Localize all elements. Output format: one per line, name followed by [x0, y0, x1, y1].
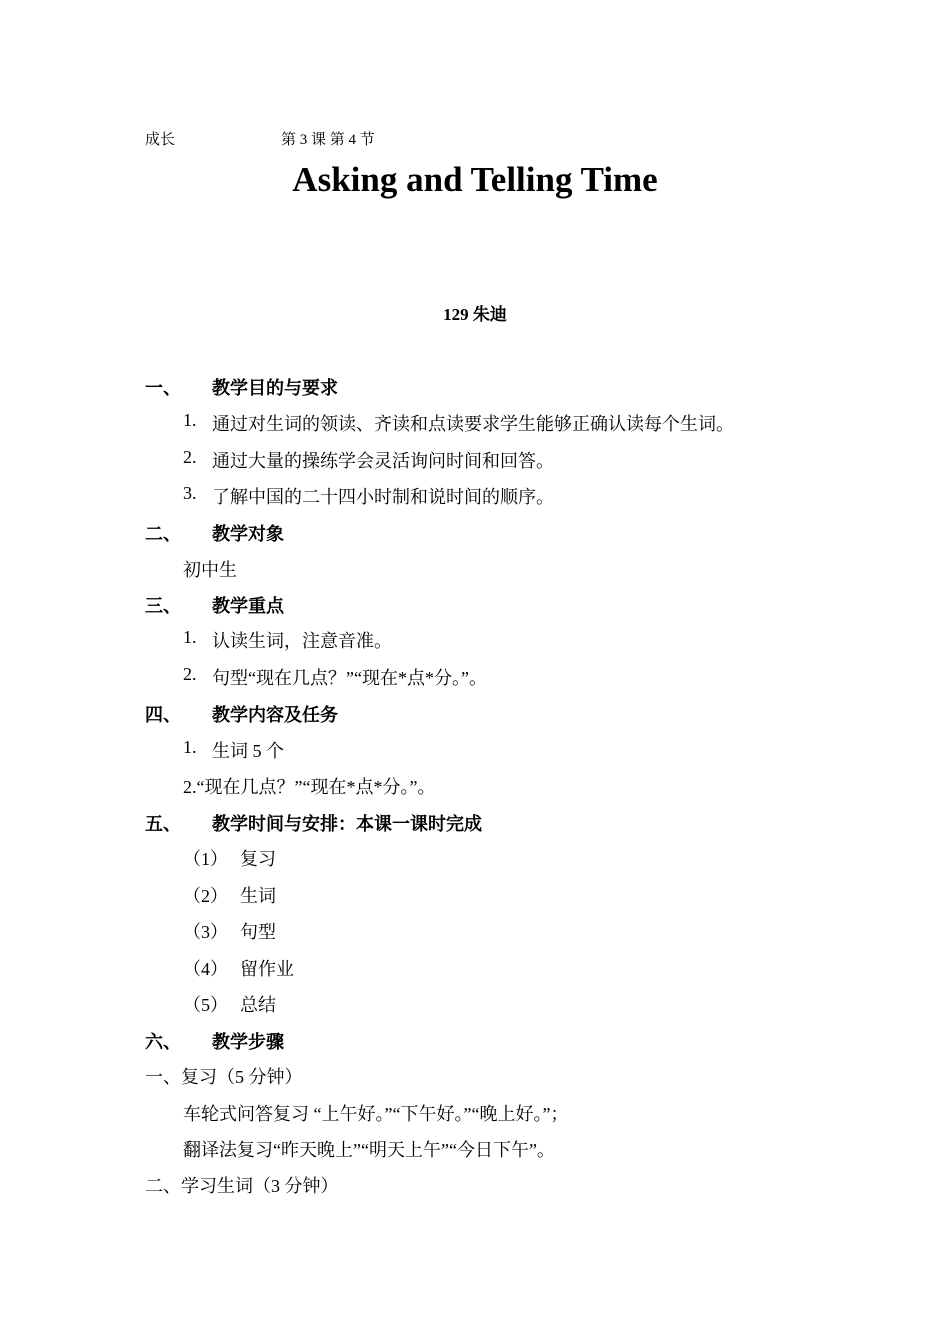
- list-item: 句型“现在几点？”“现在*点*分。”。: [212, 668, 487, 688]
- section-heading: 教学重点: [212, 596, 284, 616]
- list-item-number: （5）: [183, 995, 228, 1015]
- list-item: 留作业: [240, 959, 294, 979]
- list-item-number: 1.: [183, 737, 197, 757]
- step-heading: 一、复习（5 分钟）: [145, 1067, 303, 1087]
- list-item: 通过对生词的领读、齐读和点读要求学生能够正确认读每个生词。: [212, 414, 734, 434]
- list-item-number: （1）: [183, 849, 228, 869]
- list-item-number: 3.: [183, 483, 197, 503]
- header-unit: 成长: [145, 132, 176, 148]
- list-item: 句型: [240, 922, 276, 942]
- list-item-number: 2.: [183, 447, 197, 467]
- list-item: 总结: [240, 995, 276, 1015]
- header-lesson: 第 3 课 第 4 节: [281, 132, 375, 148]
- list-item-number: （4）: [183, 959, 228, 979]
- list-item: 生词 5 个: [212, 741, 284, 761]
- section-number: 三、: [145, 596, 181, 616]
- paragraph: 初中生: [183, 560, 237, 580]
- list-item: 了解中国的二十四小时制和说时间的顺序。: [212, 487, 554, 507]
- section-heading: 教学时间与安排：本课一课时完成: [212, 814, 482, 834]
- list-item: 认读生词，注意音准。: [212, 631, 392, 651]
- document-title: Asking and Telling Time: [292, 160, 658, 199]
- list-item-number: 1.: [183, 627, 197, 647]
- list-item: 生词: [240, 886, 276, 906]
- section-heading: 教学步骤: [212, 1032, 284, 1052]
- section-number: 五、: [145, 814, 181, 834]
- author-line: 129 朱迪: [443, 305, 507, 324]
- list-item: 2.“现在几点？”“现在*点*分。”。: [183, 777, 436, 797]
- section-number: 一、: [145, 378, 181, 398]
- section-heading: 教学内容及任务: [212, 705, 338, 725]
- paragraph: 翻译法复习“昨天晚上”“明天上午”“今日下午”。: [183, 1140, 555, 1160]
- list-item-number: （3）: [183, 922, 228, 942]
- paragraph: 车轮式问答复习 “上午好。”“下午好。”“晚上好。”；: [183, 1104, 569, 1124]
- section-heading: 教学目的与要求: [212, 378, 338, 398]
- section-number: 二、: [145, 524, 181, 544]
- list-item: 通过大量的操练学会灵活询问时间和回答。: [212, 451, 554, 471]
- section-heading: 教学对象: [212, 524, 284, 544]
- section-number: 六、: [145, 1032, 181, 1052]
- list-item: 复习: [240, 849, 276, 869]
- list-item-number: （2）: [183, 886, 228, 906]
- section-number: 四、: [145, 705, 181, 725]
- list-item-number: 2.: [183, 664, 197, 684]
- step-heading: 二、学习生词（3 分钟）: [145, 1176, 339, 1196]
- list-item-number: 1.: [183, 410, 197, 430]
